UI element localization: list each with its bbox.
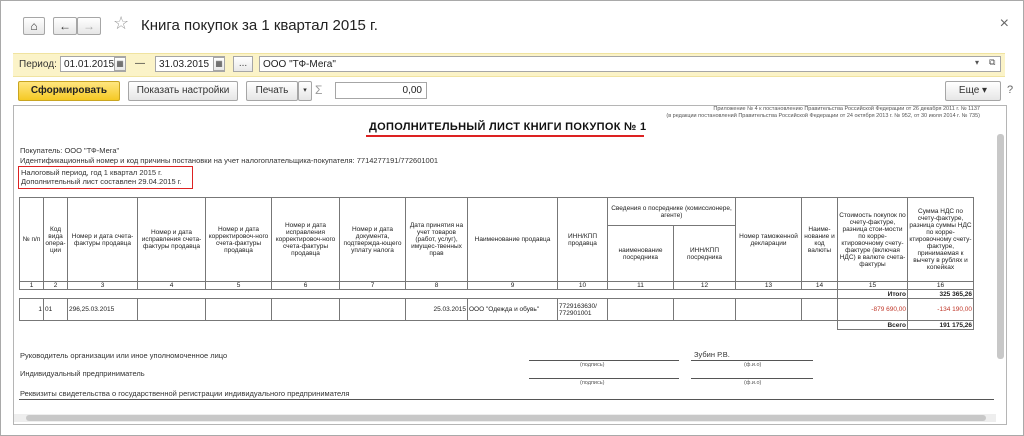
print-dropdown-icon[interactable]: ▾: [298, 81, 312, 101]
colnum-cell: 9: [468, 282, 558, 290]
ip-name-line: [691, 378, 813, 379]
signature-head-name: Зубин Р.В.: [694, 350, 730, 359]
colnum-cell: 5: [206, 282, 272, 290]
organization-input[interactable]: ООО "ТФ-Мега": [259, 56, 1001, 72]
report-heading: ДОПОЛНИТЕЛЬНЫЙ ЛИСТ КНИГИ ПОКУПОК № 1: [369, 121, 647, 133]
inn-line: Идентификационный номер и код причины постановки на учет налогоплательщика-покупателя: 7714277191/772601001: [20, 156, 439, 165]
ip-signature-line: [529, 378, 679, 379]
calendar-icon[interactable]: ▦: [213, 57, 225, 71]
header-cell: Номер и дата счета-фактуры продавца: [68, 198, 138, 282]
header-cell: Код вида опера-ции: [44, 198, 68, 282]
scroll-thumb[interactable]: [26, 415, 986, 421]
period-dash: —: [135, 58, 145, 69]
print-button[interactable]: Печать: [246, 81, 298, 101]
generate-button[interactable]: Сформировать: [18, 81, 120, 101]
period-from-input[interactable]: 01.01.2015: [60, 56, 126, 72]
table-row: [20, 299, 974, 321]
row-invoice: 296,25.03.2015: [68, 299, 138, 321]
colnum-cell: 10: [558, 282, 608, 290]
header-cell: ИНН/КПП посредника: [674, 226, 736, 282]
sheet-date-line: Дополнительный лист составлен 29.04.2015 г.: [21, 177, 182, 186]
home-button[interactable]: [23, 17, 45, 35]
tax-period-line: Налоговый период, год 1 квартал 2015 г.: [21, 168, 163, 177]
colnum-cell: 4: [138, 282, 206, 290]
header-cell: Номер таможенной декларации: [736, 198, 802, 282]
window-title: Книга покупок за 1 квартал 2015 г.: [141, 17, 378, 34]
period-to-input[interactable]: 31.03.2015: [155, 56, 225, 72]
row-seller: ООО "Одежда и обувь": [468, 299, 558, 321]
title-bar: [1, 1, 1023, 41]
signature-caption: (подпись): [580, 362, 605, 368]
help-icon[interactable]: ?: [1007, 84, 1014, 96]
forward-button[interactable]: [77, 17, 101, 35]
itogo-label: Итого: [838, 290, 908, 299]
row-vat: -134 190,00: [908, 299, 974, 321]
row-accept-date: 25.03.2015: [406, 299, 468, 321]
colnum-cell: 13: [736, 282, 802, 290]
appendix-note-2: (в редакции постановлений Правительства Российской Федерации от 24 октября 2013 г. № 952, от 30 июля 2014 г. № 735): [666, 113, 980, 119]
header-cell: Номер и дата исправления счета-фактуры продавца: [138, 198, 206, 282]
purchases-table: [19, 197, 974, 330]
colnum-cell: 7: [340, 282, 406, 290]
registration-line: [19, 399, 994, 400]
back-button[interactable]: [53, 17, 77, 35]
vsego-label: Всего: [838, 321, 908, 330]
open-icon[interactable]: ⧉: [989, 57, 996, 67]
header-cell: ИНН/КПП продавца: [558, 198, 608, 282]
buyer-line: Покупатель: ООО "ТФ-Мега": [20, 146, 120, 155]
colnum-cell: 16: [908, 282, 974, 290]
colnum-cell: 8: [406, 282, 468, 290]
appendix-note: Приложение № 4 к постановлению Правительства Российской Федерации от 26 декабря 2011 г. № 1137: [713, 106, 980, 112]
name-line: [691, 360, 813, 361]
period-label: Период:: [19, 59, 57, 70]
signature-head-label: Руководитель организации или иное уполномоченное лицо: [20, 351, 228, 360]
ip-fio-caption: (ф.и.о): [744, 380, 762, 386]
header-cell: Номер и дата документа, подтвержда-ющего уплату налога: [340, 198, 406, 282]
header-cell: Номер и дата корректировоч-ного счета-фактуры продавца: [206, 198, 272, 282]
registration-label: Реквизиты свидетельства о государственной регистрации индивидуального предпринимателя: [20, 389, 350, 398]
colnum-cell: 12: [674, 282, 736, 290]
more-button[interactable]: Еще ▾: [945, 81, 1001, 101]
sigma-icon: Σ: [315, 83, 323, 97]
show-settings-button[interactable]: Показать настройки: [128, 81, 238, 101]
header-cell: № п/п: [20, 198, 44, 282]
colnum-cell: 3: [68, 282, 138, 290]
signature-line: [529, 360, 679, 361]
vertical-scrollbar[interactable]: [997, 134, 1004, 359]
colnum-cell: 1: [20, 282, 44, 290]
favorite-star-icon[interactable]: ☆: [113, 13, 130, 33]
row-number: 1: [20, 299, 44, 321]
period-select-button[interactable]: ...: [233, 56, 253, 72]
report-sheet: [13, 105, 1007, 425]
colnum-cell: 11: [608, 282, 674, 290]
header-cell: Сведения о посреднике (комиссионере, агенте): [608, 198, 736, 226]
calendar-icon[interactable]: ▦: [114, 57, 126, 71]
sum-field: 0,00: [335, 82, 427, 99]
heading-highlight: [366, 135, 644, 137]
horizontal-scrollbar[interactable]: [14, 414, 996, 422]
row-cost: -879 690,00: [838, 299, 908, 321]
itogo-value: 325 365,26: [908, 290, 974, 299]
header-cell: Номер и дата исправления корректировоч-ного счета-фактуры продавца: [272, 198, 340, 282]
header-cell: Сумма НДС по счету-фактуре, разница суммы НДС по корре-ктировочному счету-фактуре, принимаемая к вычету в рублях и копейках: [908, 198, 974, 282]
colnum-cell: 14: [802, 282, 838, 290]
dropdown-icon[interactable]: ▾: [975, 58, 980, 67]
arrow-right-icon: →: [83, 19, 95, 33]
header-cell: Наиме-нование и код валюты: [802, 198, 838, 282]
period-bar: [13, 53, 1005, 77]
colnum-cell: 15: [838, 282, 908, 290]
row-operation-code: 01: [44, 299, 68, 321]
ip-signature-caption: (подпись): [580, 380, 605, 386]
close-icon[interactable]: ×: [999, 15, 1009, 32]
command-bar: [13, 80, 1014, 102]
vsego-value: 191 175,26: [908, 321, 974, 330]
colnum-cell: 2: [44, 282, 68, 290]
header-cell: наименование посредника: [608, 226, 674, 282]
row-seller-inn: 7729163630/ 772901001: [558, 299, 608, 321]
ip-label: Индивидуальный предприниматель: [20, 369, 145, 378]
header-cell: Стоимость покупок по счету-фактуре, разница стои-мости по корре-ктировочному счету-фактуре (включая НДС) в валюте счета-фактуры: [838, 198, 908, 282]
header-cell: Наименование продавца: [468, 198, 558, 282]
home-icon: ⌂: [30, 19, 38, 33]
header-cell: Дата принятия на учет товаров (работ, услуг), имущес-твенных прав: [406, 198, 468, 282]
fio-caption: (ф.и.о): [744, 362, 762, 368]
arrow-left-icon: ←: [59, 19, 71, 33]
colnum-cell: 6: [272, 282, 340, 290]
